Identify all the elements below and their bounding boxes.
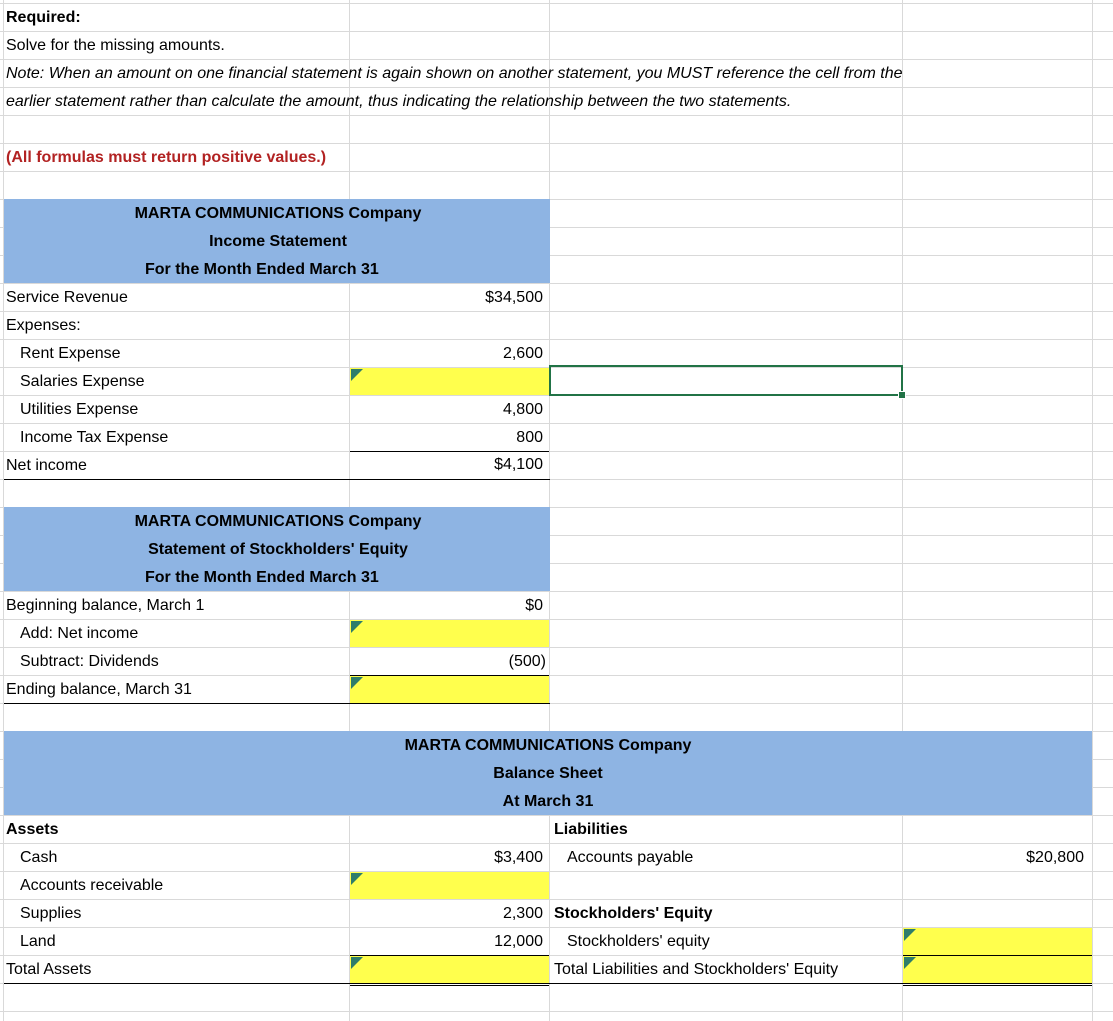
balance-bottom-border-2 (350, 985, 549, 986)
rent-expense-label: Rent Expense (20, 345, 121, 362)
balance-sheet-title: Balance Sheet (493, 765, 603, 782)
total-le-input-cell[interactable] (903, 956, 1092, 983)
equity-statement-title: Statement of Stockholders' Equity (148, 541, 408, 558)
comment-marker-icon (904, 957, 916, 969)
supplies-value[interactable]: 2,300 (502, 905, 543, 922)
beginning-balance-label: Beginning balance, March 1 (6, 597, 205, 614)
required-heading: Required: (6, 9, 81, 26)
equity-period: For the Month Ended March 31 (145, 569, 379, 586)
cash-value[interactable]: $3,400 (494, 849, 543, 866)
stockholders-equity-label: Stockholders' equity (567, 933, 710, 950)
fill-handle[interactable] (898, 391, 906, 399)
total-le-label: Total Liabilities and Stockholders' Equity (554, 961, 839, 978)
selected-cell[interactable] (549, 365, 903, 396)
comment-marker-icon (351, 369, 363, 381)
comment-marker-icon (904, 929, 916, 941)
ending-balance-input-cell[interactable] (350, 676, 549, 703)
accounts-payable-value[interactable]: $20,800 (1026, 849, 1084, 866)
total-assets-label: Total Assets (6, 961, 92, 978)
solve-instruction: Solve for the missing amounts. (6, 37, 225, 54)
utilities-expense-label: Utilities Expense (20, 401, 139, 418)
assets-heading: Assets (6, 821, 59, 838)
salaries-expense-label: Salaries Expense (20, 373, 145, 390)
note-line-2: earlier statement rather than calculate the amount, thus indicating the relationship between the two statements. (6, 93, 792, 110)
ending-balance-top-border (350, 675, 549, 676)
dividends-label: Subtract: Dividends (20, 653, 159, 670)
supplies-label: Supplies (20, 905, 82, 922)
income-tax-expense-label: Income Tax Expense (20, 429, 169, 446)
net-income-top-border (350, 451, 549, 452)
beginning-balance-value[interactable]: $0 (525, 597, 543, 614)
total-assets-input-cell[interactable] (350, 956, 549, 983)
comment-marker-icon (351, 677, 363, 689)
balance-bottom-border (4, 983, 1092, 984)
equity-company-name: MARTA COMMUNICATIONS Company (134, 513, 422, 530)
cash-label: Cash (20, 849, 58, 866)
income-tax-expense-value[interactable]: 800 (516, 429, 543, 446)
expenses-label: Expenses: (6, 317, 81, 334)
utilities-expense-value[interactable]: 4,800 (502, 401, 543, 418)
income-company-name: MARTA COMMUNICATIONS Company (134, 205, 422, 222)
service-revenue-value[interactable]: $34,500 (485, 289, 543, 306)
ending-balance-label: Ending balance, March 31 (6, 681, 192, 698)
comment-marker-icon (351, 957, 363, 969)
total-assets-top-border (350, 955, 549, 956)
stockholders-equity-input-cell[interactable] (903, 928, 1092, 955)
liabilities-heading: Liabilities (554, 821, 628, 838)
salaries-input-cell[interactable] (350, 368, 549, 395)
note-line-1: Note: When an amount on one financial statement is again shown on another statement, you MUST reference the cell from the (6, 65, 903, 82)
positive-values-note: (All formulas must return positive values.) (6, 149, 327, 166)
balance-period: At March 31 (502, 793, 594, 810)
net-income-value[interactable]: $4,100 (494, 456, 543, 473)
balance-bottom-border-3 (903, 985, 1092, 986)
rent-expense-value[interactable]: 2,600 (502, 345, 543, 362)
net-income-label: Net income (6, 457, 87, 474)
balance-company-name: MARTA COMMUNICATIONS Company (404, 737, 692, 754)
comment-marker-icon (351, 621, 363, 633)
total-le-top-border (903, 955, 1092, 956)
comment-marker-icon (351, 873, 363, 885)
income-statement-title: Income Statement (209, 233, 347, 250)
dividends-value[interactable]: (500) (508, 653, 546, 670)
stockholders-equity-heading: Stockholders' Equity (554, 905, 713, 922)
land-value[interactable]: 12,000 (494, 933, 543, 950)
accounts-payable-label: Accounts payable (567, 849, 694, 866)
land-label: Land (20, 933, 56, 950)
service-revenue-label: Service Revenue (6, 289, 128, 306)
ending-balance-bottom-border (4, 703, 550, 704)
accounts-receivable-input-cell[interactable] (350, 872, 549, 899)
accounts-receivable-label: Accounts receivable (20, 877, 164, 894)
net-income-bottom-border (4, 479, 550, 480)
add-net-income-label: Add: Net income (20, 625, 139, 642)
equity-net-income-input-cell[interactable] (350, 620, 549, 647)
income-period: For the Month Ended March 31 (145, 261, 379, 278)
